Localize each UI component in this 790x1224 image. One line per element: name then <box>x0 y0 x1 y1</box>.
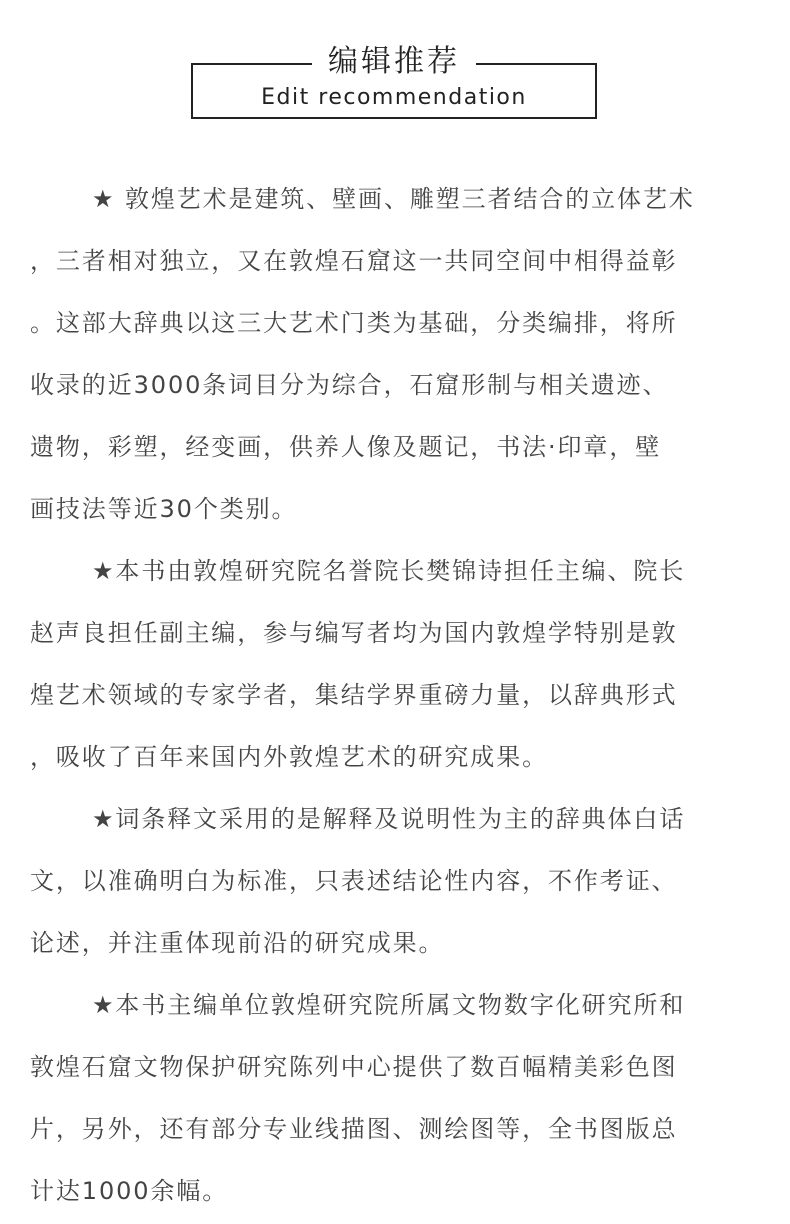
paragraph-line: ，吸收了百年来国内外敦煌艺术的研究成果。 <box>30 743 548 771</box>
paragraph-line: 文，以准确明白为标准，只表述结论性内容，不作考证、 <box>30 867 678 895</box>
paragraph-line: 赵声良担任副主编，参与编写者均为国内敦煌学特别是敦 <box>30 619 678 647</box>
paragraph-line: 煌艺术领域的专家学者，集结学界重磅力量，以辞典形式 <box>30 681 678 709</box>
paragraph-line: 敦煌石窟文物保护研究陈列中心提供了数百幅精美彩色图 <box>30 1053 678 1081</box>
paragraph-2 <box>30 540 754 788</box>
section-header <box>191 44 597 119</box>
paragraph-line: 画技法等近30个类别。 <box>30 495 298 523</box>
paragraph-line: 论述，并注重体现前沿的研究成果。 <box>30 929 445 957</box>
paragraph-line: 收录的近3000条词目分为综合，石窟形制与相关遗迹、 <box>30 371 669 399</box>
paragraph-line: ，三者相对独立，又在敦煌石窟这一共同空间中相得益彰 <box>30 247 678 275</box>
recommendation-body <box>30 168 754 1222</box>
paragraph-line: ★本书由敦煌研究院名誉院长樊锦诗担任主编、院长 <box>92 557 686 585</box>
paragraph-line: ★本书主编单位敦煌研究院所属文物数字化研究所和 <box>92 991 686 1019</box>
paragraph-line: ★ 敦煌艺术是建筑、壁画、雕塑三者结合的立体艺术 <box>92 185 695 213</box>
section-title: 编辑推荐 <box>312 44 476 80</box>
paragraph-line: 计达1000余幅。 <box>30 1177 229 1205</box>
paragraph-line: 。这部大辞典以这三大艺术门类为基础，分类编排，将所 <box>30 309 678 337</box>
section-subtitle: Edit recommendation <box>261 85 527 110</box>
paragraph-3 <box>30 788 754 974</box>
paragraph-4 <box>30 974 754 1222</box>
paragraph-line: 遗物，彩塑，经变画，供养人像及题记，书法·印章，壁 <box>30 433 662 461</box>
paragraph-line: ★词条释文采用的是解释及说明性为主的辞典体白话 <box>92 805 686 833</box>
paragraph-1 <box>30 168 754 540</box>
paragraph-line: 片，另外，还有部分专业线描图、测绘图等，全书图版总 <box>30 1115 678 1143</box>
